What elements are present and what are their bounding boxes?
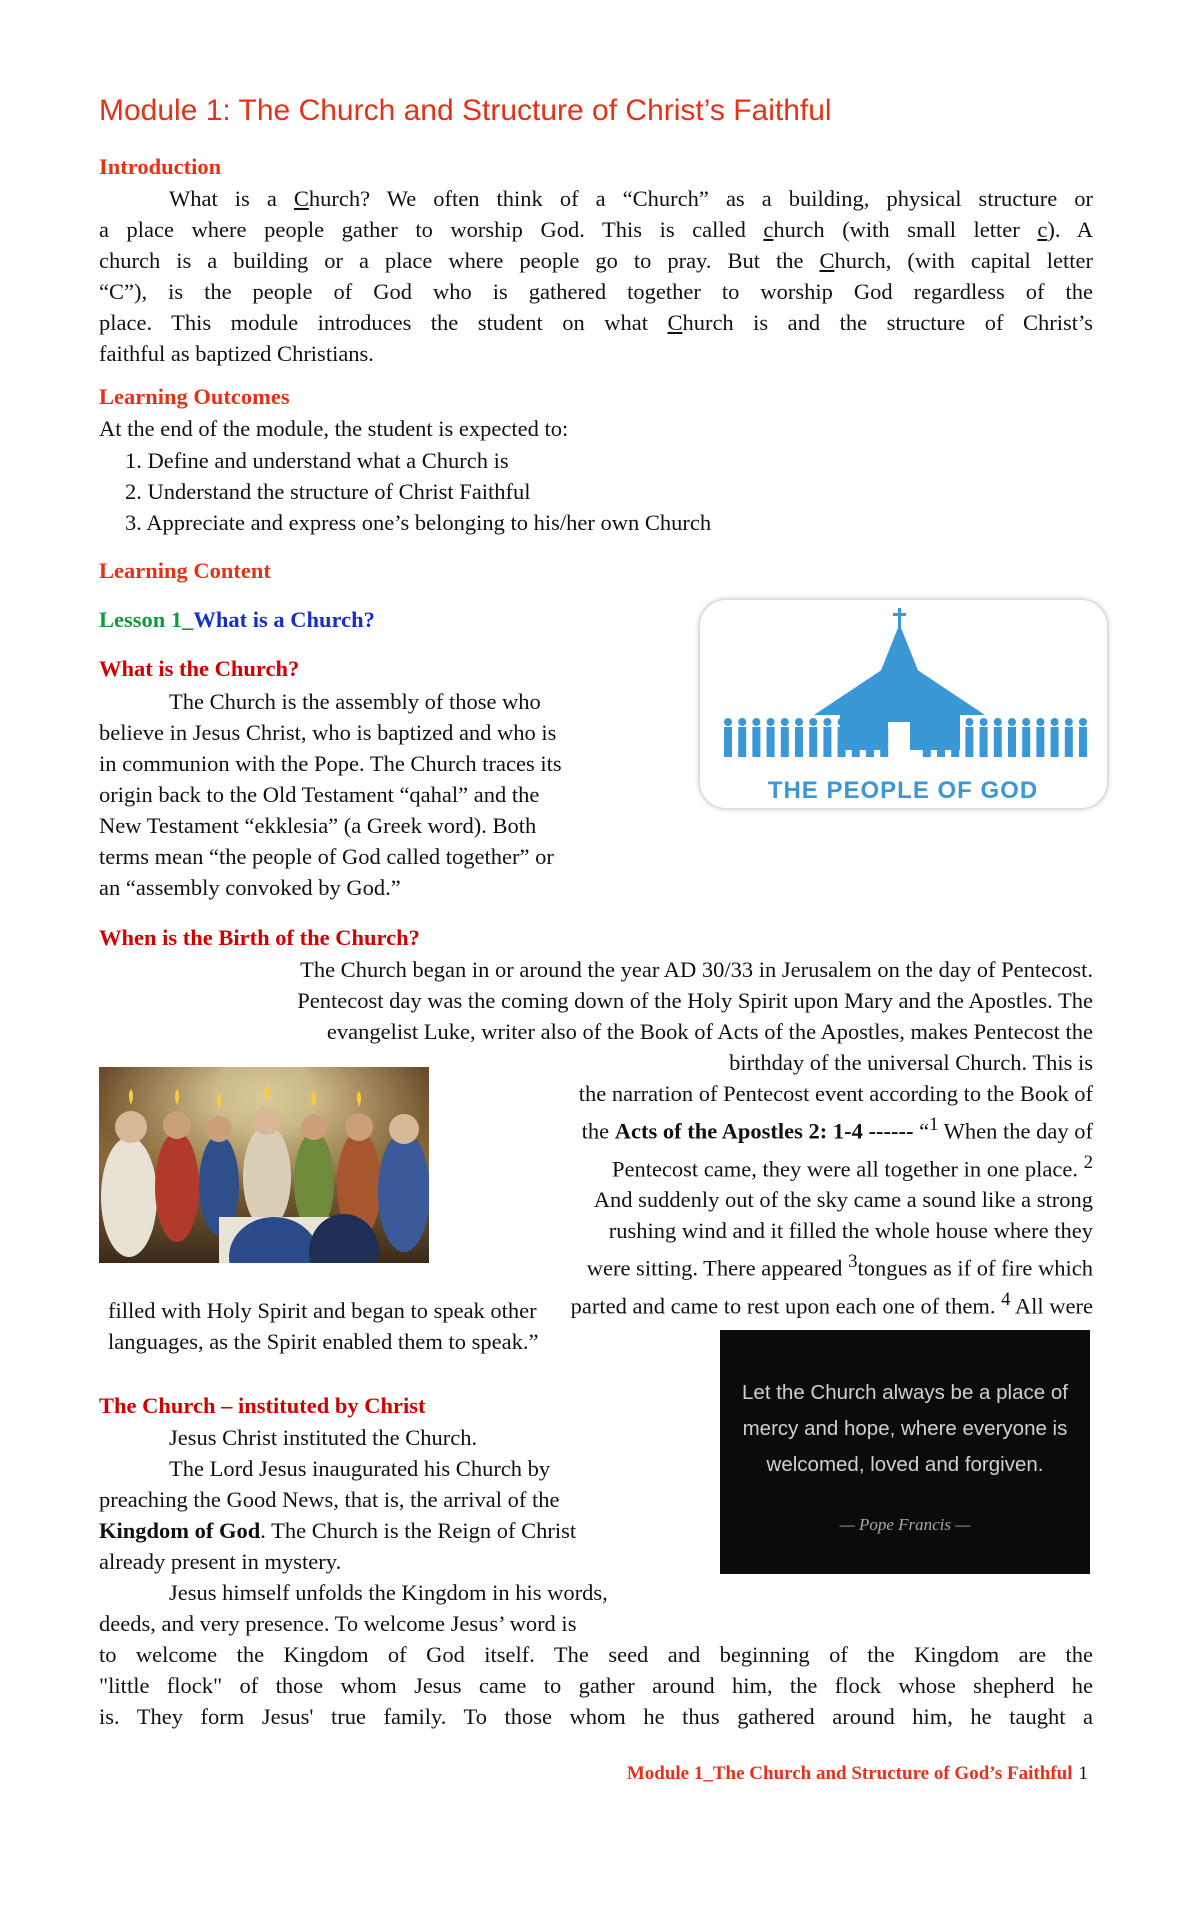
person-body [1079,727,1087,757]
quote-author: — Pope Francis — [839,1515,971,1534]
person-head [809,718,817,726]
person-head [1051,718,1059,726]
person-body [838,727,846,757]
paragraph-line: is. They form Jesus' true family. To those whom he thus gathered around him, he taught a [99,1704,1093,1729]
learning-content-heading: Learning Content [99,558,271,583]
paragraph-line: to welcome the Kingdom of God itself. The seed and beginning of the Kingdom are the [99,1642,1093,1667]
person-head [1079,718,1087,726]
person-body [1022,727,1030,757]
person-head [965,718,973,726]
intro-line-1: What is a Church? We often think of a “Church” as a building, physical structure or [169,186,1094,211]
person-body [951,727,959,757]
paragraph-line: And suddenly out of the sky came a sound like a strong [593,1187,1093,1212]
paragraph-line: Jesus Christ instituted the Church. [169,1425,478,1450]
paragraph-line: parted and came to rest upon each one of them. $^4$ All were [570,1288,1093,1318]
paragraph-line: The Church is the assembly of those who [169,689,541,714]
person-head [1022,718,1030,726]
learning-outcomes-heading: Learning Outcomes [99,384,290,409]
person-head [923,718,931,726]
people-of-god-image [700,600,1107,808]
learning-outcomes-intro: At the end of the module, the student is expected to: [99,416,569,441]
quote-line: Let the Church always be a place of [742,1381,1068,1404]
paragraph-line: rushing wind and it filled the whole house where they [608,1218,1093,1243]
introduction-paragraph [99,183,1093,369]
paragraph-line: Kingdom of God. The Church is the Reign of Christ [99,1518,577,1543]
intro-line-4: “C”), is the people of God who is gathered together to worship God regardless of the [99,279,1093,304]
intro-line-2: a place where people gather to worship God. This is called church (with small letter c). A [99,217,1094,242]
church-people-illustration [700,600,1107,808]
birth-heading: When is the Birth of the Church? [99,925,420,950]
intro-line-3: church is a building or a place where people go to pray. But the Church, (with capital letter [99,248,1094,273]
person-head [752,718,760,726]
person-body [1036,727,1044,757]
paragraph-line: New Testament “ekklesia” (a Greek word). Both [99,813,537,838]
outcome-item: 3. Appreciate and express one’s belonging to his/her own Church [125,510,712,535]
person-head [880,718,888,726]
what-is-church-heading: What is the Church? [99,656,300,681]
person-head [937,718,945,726]
person-body [994,727,1002,757]
paragraph-line: Jesus himself unfolds the Kingdom in his words, [169,1580,608,1605]
paragraph-line: Pentecost day was the coming down of the Holy Spirit upon Mary and the Apostles. The [297,988,1093,1013]
person-head [994,718,1002,726]
paragraph-line: The Church began in or around the year AD 30/33 in Jerusalem on the day of Pentecost. [300,957,1093,982]
person-body [980,727,988,757]
person-head [980,718,988,726]
quote-line: welcomed, loved and forgiven. [766,1453,1044,1476]
what-is-church-paragraph [99,686,659,903]
person-body [795,727,803,757]
person-head [781,718,789,726]
lesson-name: What is a Church? [193,607,375,632]
person-body [880,727,888,757]
person-body [1065,727,1073,757]
person-head [852,718,860,726]
intro-line-6: faithful as baptized Christians. [99,341,374,366]
paragraph-line: origin back to the Old Testament “qahal” and the [99,782,540,807]
outcome-item: 1. Define and understand what a Church is [125,448,509,473]
person-body [965,727,973,757]
paragraph-line: evangelist Luke, writer also of the Book of Acts of the Apostles, makes Pentecost the [326,1019,1093,1044]
paragraph-line: filled with Holy Spirit and began to speak other [108,1298,537,1323]
intro-line-5: place. This module introduces the student on what Church is and the structure of Christ’s [99,310,1093,335]
paragraph-line: birthday of the universal Church. This is [729,1050,1093,1075]
pentecost-painting [99,1067,429,1263]
outcome-item: 2. Understand the structure of Christ Faithful [125,479,531,504]
paragraph-line: an “assembly convoked by God.” [99,875,401,900]
person-body [767,727,775,757]
page-footer [627,1763,1088,1785]
instituted-paragraph [99,1422,1093,1732]
paragraph-line: Pentecost came, they were all together in one place. $^2$ [611,1151,1093,1181]
person-head [951,718,959,726]
person-body [809,727,817,757]
person-body [823,727,831,757]
paragraph-line: The Lord Jesus inaugurated his Church by [169,1456,551,1481]
pentecost-scene-illustration [99,1067,429,1263]
person-body [866,727,874,757]
person-head [1008,718,1016,726]
person-head [866,718,874,726]
person-head [838,718,846,726]
person-head [795,718,803,726]
person-head [1036,718,1044,726]
quote-line: mercy and hope, where everyone is [742,1417,1068,1440]
instituted-heading: The Church – instituted by Christ [99,1393,426,1418]
person-head [767,718,775,726]
footer-text: Module 1_The Church and Structure of God’s Faithful [626,1763,1073,1784]
person-head [724,718,732,726]
person-body [781,727,789,757]
person-body [923,727,931,757]
learning-outcomes-list [125,445,711,538]
lesson-title [99,607,375,633]
paragraph-line: in communion with the Pope. The Church traces its [99,751,562,776]
person-body [752,727,760,757]
person-body [852,727,860,757]
person-body [937,727,945,757]
person-body [1051,727,1059,757]
paragraph-line: preaching the Good News, that is, the arrival of the [99,1487,560,1512]
birth-paragraph-end [108,1295,539,1357]
page-title: Module 1: The Church and Structure of Christ’s Faithful [99,94,832,127]
paragraph-line: believe in Jesus Christ, who is baptized and who is [99,720,557,745]
person-body [738,727,746,757]
paragraph-line: already present in mystery. [99,1549,342,1574]
person-head [823,718,831,726]
paragraph-line: "little flock" of those whom Jesus came to gather around him, the flock whose shepherd he [99,1673,1093,1698]
people-of-god-caption: THE PEOPLE OF GOD [767,777,1039,804]
person-body [1008,727,1016,757]
person-head [1065,718,1073,726]
paragraph-line: the narration of Pentecost event according to the Book of [578,1081,1093,1106]
paragraph-line: languages, as the Spirit enabled them to speak.” [108,1329,539,1354]
paragraph-line: terms mean “the people of God called together” or [99,844,554,869]
page-number: 1 [1078,1763,1088,1784]
person-head [738,718,746,726]
introduction-heading: Introduction [99,154,222,179]
paragraph-line: were sitting. There appeared $^3$tongues as if of fire which [586,1251,1093,1281]
person-body [724,727,732,757]
acts-reference-line: the Acts of the Apostles 2: 1-4 ------ “$^1$ When the day of [581,1114,1093,1144]
lesson-prefix: Lesson 1_ [99,607,194,632]
paragraph-line: deeds, and very presence. To welcome Jesus’ word is [99,1611,577,1636]
